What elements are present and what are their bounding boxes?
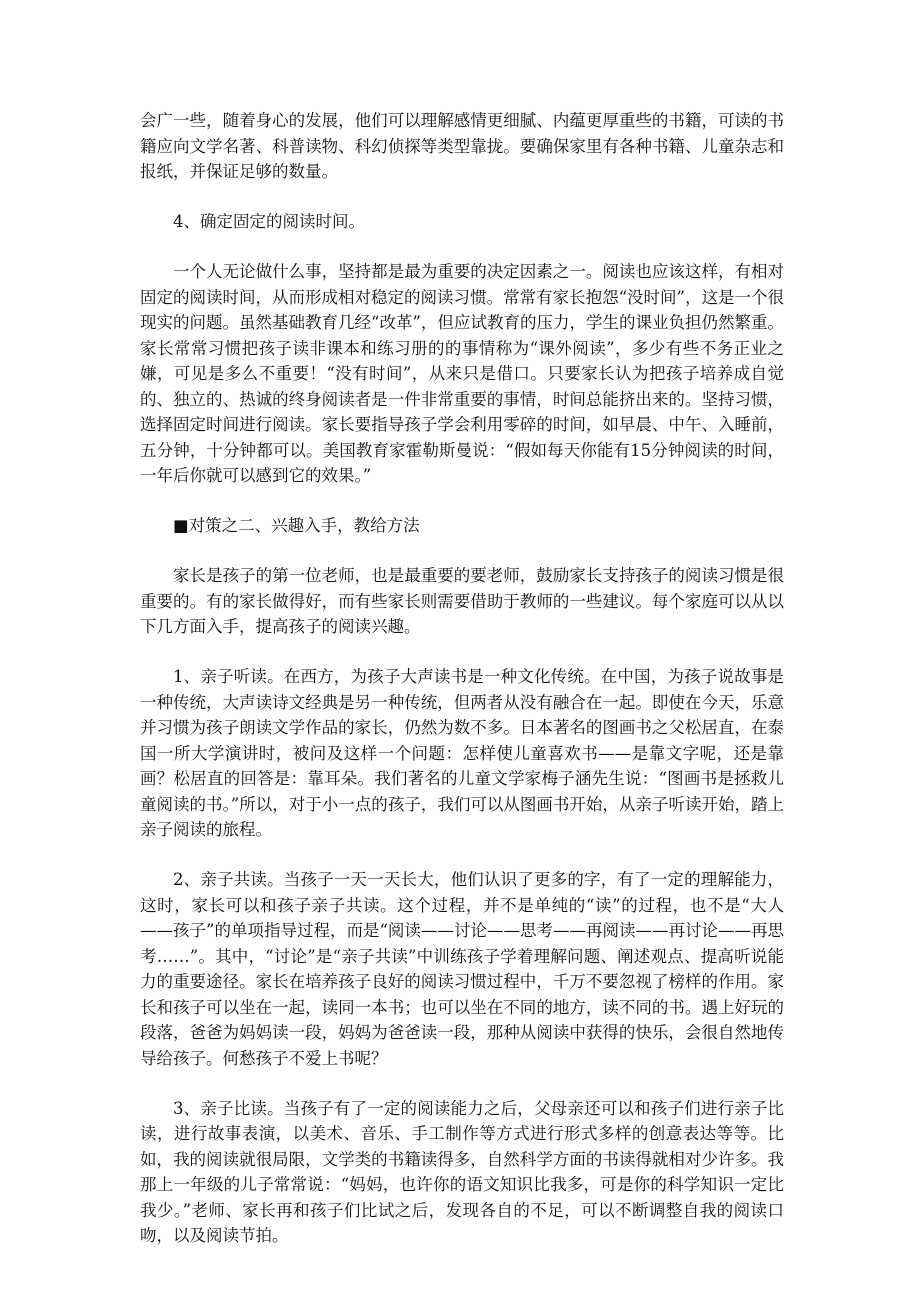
paragraph-strategy-2-intro: 家长是孩子的第一位老师，也是最重要的要老师，鼓励家长支持孩子的阅读习惯是很重要的。有的家长做得好，而有些家长则需要借助于教师的一些建议。每个家庭可以从以下几方面入手，提高孩子的阅读兴趣。 bbox=[140, 566, 784, 636]
paragraph-continuation: 会广一些，随着身心的发展，他们可以理解感情更细腻、内蕴更厚重些的书籍，可读的书籍应向文学名著、科普读物、科幻侦探等类型靠拢。要确保家里有各种书籍、儿童杂志和报纸，并保证足够的数量。 bbox=[140, 111, 784, 181]
paragraph-method-1-listening: 1、亲子听读。在西方，为孩子大声读书是一种文化传统。在中国，为孩子说故事是一种传统，大声读诗文经典是另一种传统，但两者从没有融合在一起。即使在今天，乐意并习惯为孩子朗读文学作品的家长，仍然为数不多。日本著名的图画书之父松居直，在泰国一所大学演讲时，被问及这样一个问题：怎样使儿童喜欢书——是靠文字呢，还是靠画？松居直的回答是：靠耳朵。我们著名的儿童文学家梅子涵先生说：“图画书是拯救儿童阅读的书。”所以，对于小一点的孩子，我们可以从图画书开始，从亲子听读开始，踏上亲子阅读的旅程。 bbox=[140, 667, 784, 839]
document-page bbox=[140, 108, 784, 1273]
paragraph-method-3-comparison: 3、亲子比读。当孩子有了一定的阅读能力之后，父母亲还可以和孩子们进行亲子比读，进行故事表演，以美术、音乐、手工制作等方式进行形式多样的创意表达等等。比如，我的阅读就很局限，文学类的书籍读得多，自然科学方面的书读得就相对少许多。我那上一年级的儿子常常说：“妈妈，也许你的语文知识比我多，可是你的科学知识一定比我少。”老师、家长再和孩子们比试之后，发现各自的不足，可以不断调整自我的阅读口吻，以及阅读节拍。 bbox=[140, 1098, 784, 1245]
point-4-title: 4、确定固定的阅读时间。 bbox=[173, 212, 365, 231]
strategy-2-heading: ■对策之二、兴趣入手，教给方法 bbox=[173, 516, 420, 535]
paragraph-fixed-reading-time: 一个人无论做什么事，坚持都是最为重要的决定因素之一。阅读也应该这样，有相对固定的阅读时间，从而形成相对稳定的阅读习惯。常常有家长抱怨“没时间”，这是一个很现实的问题。虽然基础教育几经“改革”，但应试教育的压力，学生的课业负担仍然繁重。家长常常习惯把孩子读非课本和练习册的的事情称为“课外阅读”，多少有些不务正业之嫌，可见是多么不重要！“没有时间”，从来只是借口。只要家长认为把孩子培养成自觉的、独立的、热诚的终身阅读者是一件非常重要的事情，时间总能挤出来的。坚持习惯，选择固定时间进行阅读。家长要指导孩子学会利用零碎的时间，如早晨、中午、入睡前，五分钟，十分钟都可以。美国教育家霍勒斯曼说：“假如每天你能有15分钟阅读的时间，一年后你就可以感到它的效果。” bbox=[140, 262, 784, 485]
paragraph-method-2-co-reading: 2、亲子共读。当孩子一天一天长大，他们认识了更多的字，有了一定的理解能力，这时，家长可以和孩子亲子共读。这个过程，并不是单纯的“读”的过程，也不是“大人——孩子”的单项指导过程，而是“阅读——讨论——思考——再阅读——再讨论——再思考……”。其中，“讨论”是“亲子共读”中训练孩子学着理解问题、阐述观点、提高听说能力的重要途径。家长在培养孩子良好的阅读习惯过程中，千万不要忽视了榜样的作用。家长和孩子可以坐在一起，读同一本书；也可以坐在不同的地方，读不同的书。遇上好玩的段落，爸爸为妈妈读一段，妈妈为爸爸读一段，那种从阅读中获得的快乐，会很自然地传导给孩子。何愁孩子不爱上书呢？ bbox=[140, 870, 784, 1068]
